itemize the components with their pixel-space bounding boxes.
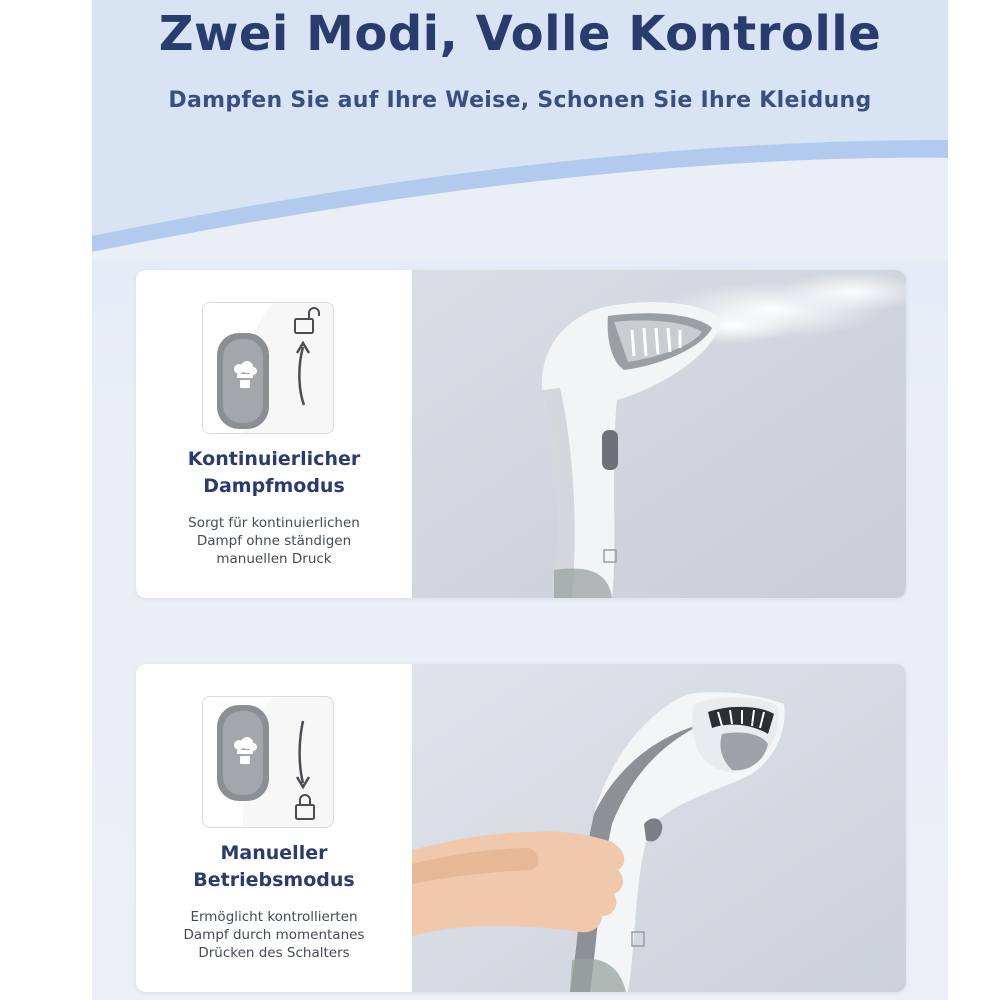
unlock-icon (295, 308, 319, 333)
mode-description-line: Drücken des Schalters (198, 945, 350, 961)
mode-card-continuous (136, 270, 906, 598)
arrow-up-icon (297, 343, 309, 405)
steamer-photo-steaming (412, 270, 906, 598)
mode-description-line: Sorgt für kontinuierlichen (188, 515, 360, 531)
mode-description-line: manuellen Druck (216, 551, 332, 567)
mode-description-manual (136, 908, 412, 962)
mode-title-line: Kontinuierlicher (187, 448, 361, 470)
mode-card-manual (136, 664, 906, 992)
mode-title-line: Betriebsmodus (193, 869, 355, 891)
mode-title-continuous (136, 446, 412, 500)
mode-title-manual (136, 840, 412, 894)
steamer-photo-hand (412, 664, 906, 992)
arrow-down-icon (297, 721, 309, 787)
page-title: Zwei Modi, Volle Kontrolle (158, 6, 882, 62)
switch-illustration-manual (202, 696, 334, 828)
mode-info-manual (136, 664, 412, 992)
mode-title-line: Manueller (220, 842, 328, 864)
lock-icon (296, 795, 314, 819)
mode-info-continuous (136, 270, 412, 598)
mode-description-line: Dampf ohne ständigen (196, 533, 352, 549)
switch-illustration-continuous (202, 302, 334, 434)
banner-panel (92, 0, 948, 1000)
mode-description-line: Dampf durch momentanes (183, 927, 365, 943)
mode-title-line: Dampfmodus (203, 475, 345, 497)
page-subtitle: Dampfen Sie auf Ihre Weise, Schonen Sie Ihre Kleidung (168, 88, 872, 113)
mode-description-continuous (136, 514, 412, 568)
mode-description-line: Ermöglicht kontrollierten (190, 909, 358, 925)
